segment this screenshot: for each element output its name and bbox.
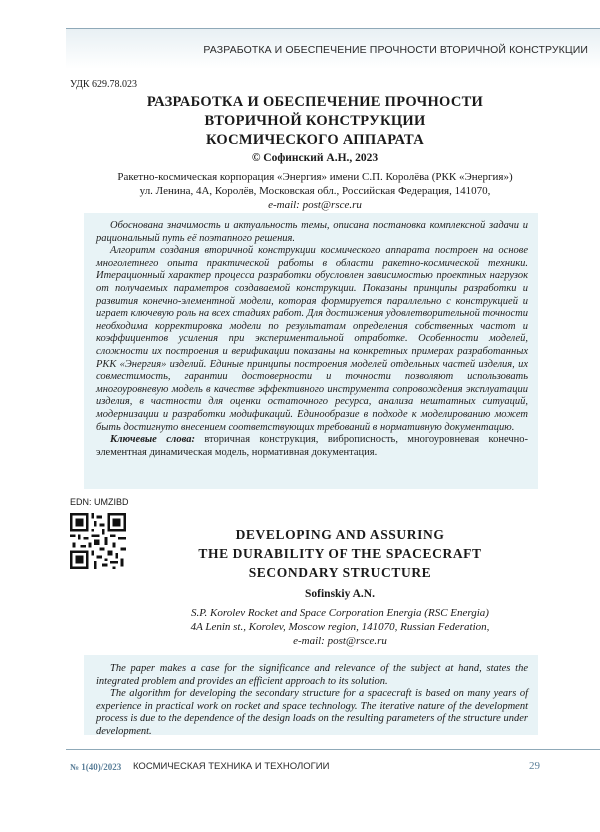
ru-affiliation-line: ул. Ленина, 4А, Королёв, Московская обл., Российская Федерация, 141070, bbox=[139, 185, 491, 197]
en-article-title bbox=[150, 525, 530, 582]
footer-journal-name: КОСМИЧЕСКАЯ ТЕХНИКА И ТЕХНОЛОГИИ bbox=[133, 761, 330, 772]
ru-title-line: КОСМИЧЕСКОГО АППАРАТА bbox=[205, 132, 425, 148]
running-header-title: РАЗРАБОТКА И ОБЕСПЕЧЕНИЕ ПРОЧНОСТИ ВТОРИЧНОЙ КОНСТРУКЦИИ bbox=[203, 44, 588, 56]
ru-affiliation-line: Ракетно-космическая корпорация «Энергия» имени С.П. Королёва (РКК «Энергия») bbox=[117, 171, 513, 183]
en-affiliation bbox=[130, 606, 550, 648]
en-title-line: DEVELOPING AND ASSURING bbox=[235, 527, 445, 542]
ru-abstract-paragraph: Обоснована значимость и актуальность темы, описана постановка комплексной задачи и рациональный путь её поэтапного решения. bbox=[96, 220, 528, 244]
ru-email-label: e-mail: bbox=[268, 199, 303, 211]
ru-email-link[interactable]: post@rsce.ru bbox=[302, 199, 362, 211]
ru-title-line: ВТОРИЧНОЙ КОНСТРУКЦИИ bbox=[204, 113, 426, 129]
en-abstract-paragraph: The algorithm for developing the secondary structure for a spacecraft is based on many years of experience in practical work on rocket and space technology. The iterative nature of the development process is due to the dependence of the design loads on the resulting parameters of the structure under development. bbox=[96, 688, 528, 737]
edn-code: EDN: UMZIBD bbox=[70, 497, 129, 507]
running-header bbox=[66, 28, 600, 69]
footer-divider bbox=[66, 749, 600, 750]
qr-code-icon bbox=[70, 513, 126, 569]
ru-title-line: РАЗРАБОТКА И ОБЕСПЕЧЕНИЕ ПРОЧНОСТИ bbox=[146, 94, 484, 110]
ru-affiliation bbox=[80, 170, 550, 212]
en-abstract bbox=[96, 663, 528, 739]
ru-author: © Софинский А.Н., 2023 bbox=[251, 152, 379, 164]
en-author: Sofinskiy A.N. bbox=[305, 588, 375, 600]
udk-code: УДК 629.78.023 bbox=[70, 79, 138, 90]
en-email-line[interactable]: e-mail: post@rsce.ru bbox=[293, 635, 387, 647]
en-abstract-paragraph: The paper makes a case for the significance and relevance of the subject at hand, states the integrated problem and provides an efficient approach to its solution. bbox=[96, 663, 528, 687]
en-title-line: SECONDARY STRUCTURE bbox=[248, 565, 432, 580]
ru-article-title bbox=[100, 93, 530, 150]
ru-email-line bbox=[80, 198, 550, 212]
ru-keywords bbox=[96, 434, 528, 459]
footer-issue: № 1(40)/2023 bbox=[70, 762, 122, 772]
en-affiliation-line: 4A Lenin st., Korolev, Moscow region, 141070, Russian Federation, bbox=[190, 621, 490, 633]
ru-abstract bbox=[96, 220, 528, 459]
en-title-line: THE DURABILITY OF THE SPACECRAFT bbox=[198, 546, 482, 561]
page-number: 29 bbox=[529, 760, 540, 772]
ru-keywords-label: Ключевые слова: bbox=[110, 434, 195, 446]
ru-abstract-paragraph: Алгоритм создания вторичной конструкции космического аппарата построен на основе многолетнего опыта практической работы в области ракетно-космической техники. Итерационный характер процесса разработки обусловлен зависимостью проектных нагрузок от получаемых параметров создаваемой конструкции. Показаны принципы разработки и развития конечно-элементной модели, которая формируется параллельно с конструкцией и играет ключевую роль на всех стадиях работ. Для достижения удовлетворительной точности необходима корректировка модели по результатам определения собственных частот и коэффициентов усиления при экспериментальной отработке. Особенности моделей, сложности их построения и верификации показаны на конкретных примерах разработанных РКК «Энергия» изделий. Единые принципы построения моделей отдельных частей изделия, их совместимость, гарантии достоверности и точности позволяют использовать многоуровневую модель в качестве эффективного инструмента сопровождения эксплуатации изделия, в частности для оценки остаточного ресурса, анализа нештатных ситуаций, модернизации и разработки модификаций. Единообразие в подходе к моделированию может быть достигнуто внесением соответствующих требований в нормативную документацию. bbox=[96, 245, 528, 433]
en-affiliation-line: S.P. Korolev Rocket and Space Corporation Energia (RSC Energia) bbox=[191, 607, 489, 619]
ru-keywords-text: вторичная конструкция, виброписность, многоуровневая конечно-элементная динамическая модель, нормативная документация. bbox=[96, 434, 528, 458]
